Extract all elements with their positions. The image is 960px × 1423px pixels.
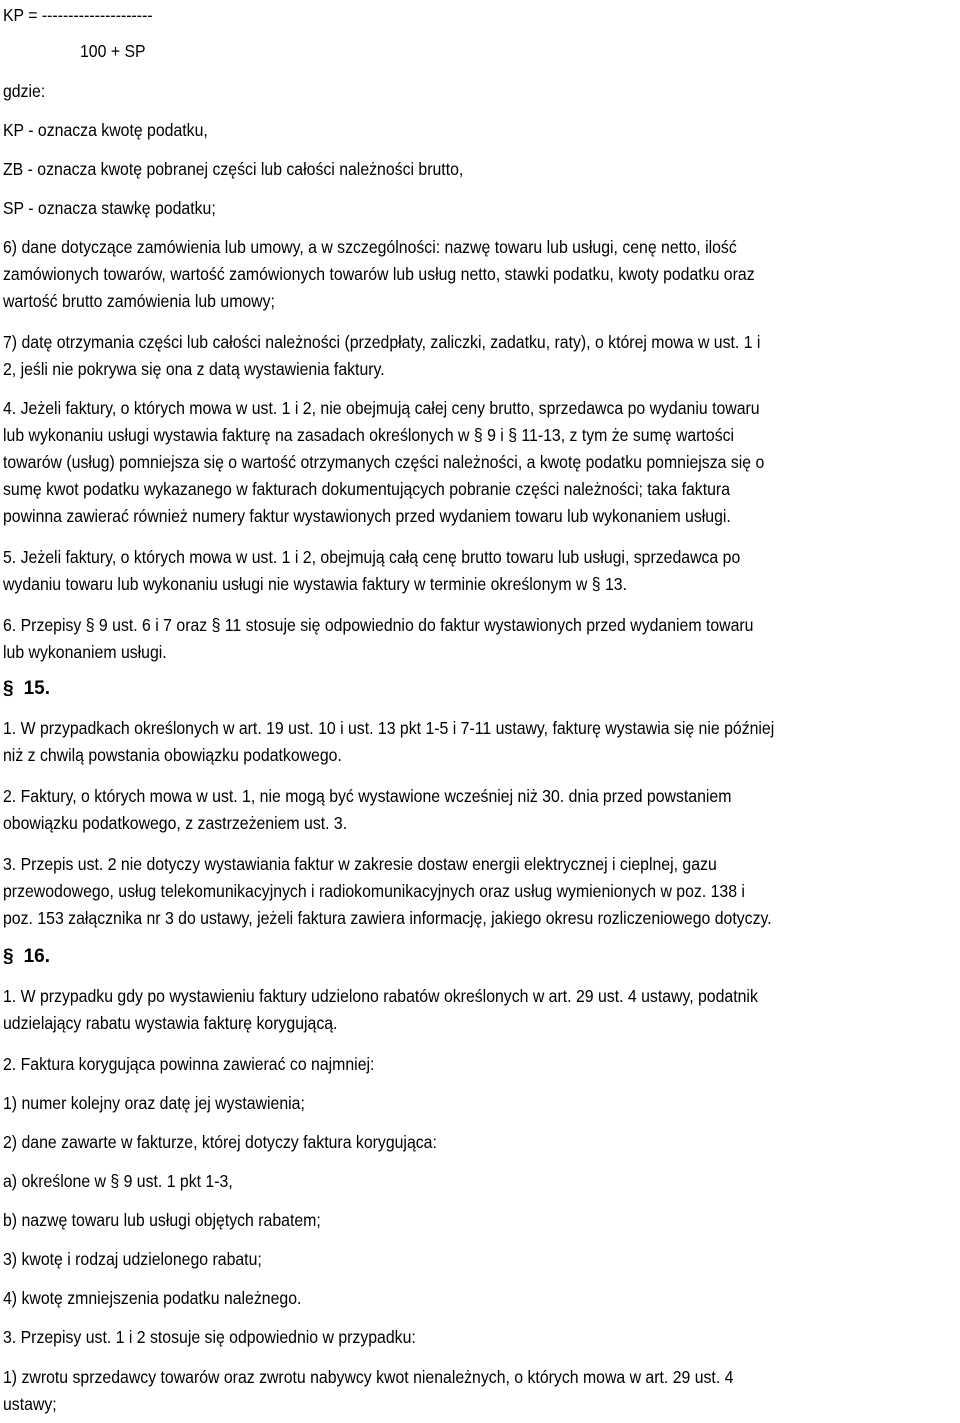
text-line: lub wykonaniu usługi wystawia fakturę na zasadach określonych w § 9 i § 11-13, z tym że sumę wartości [3,425,735,445]
text-line: 1. W przypadkach określonych w art. 19 ust. 10 i ust. 13 pkt 1-5 i 7-11 ustawy, fakturę wystawia się nie później [3,718,775,738]
text-line: niż z chwilą powstania obowiązku podatkowego. [3,745,342,765]
text-line: 4) kwotę zmniejszenia podatku należnego. [3,1288,302,1308]
text-line: gdzie: [3,81,46,101]
text-line: 3. Przepisy ust. 1 i 2 stosuje się odpowiednio w przypadku: [3,1327,416,1347]
text-line: 4. Jeżeli faktury, o których mowa w ust. 1 i 2, nie obejmują całej ceny brutto, sprzedawca po wydaniu towaru [3,398,760,418]
section-symbol: § [3,678,14,699]
section-heading [3,678,50,700]
text-line: wydaniu towaru lub wykonaniu usługi nie wystawia faktury w terminie określonym w § 13. [3,574,627,594]
text-line: 3. Przepis ust. 2 nie dotyczy wystawiania faktur w zakresie dostaw energii elektrycznej i cieplnej, gazu [3,854,717,874]
text-line: towarów (usług) pomniejsza się o wartość otrzymanych części należności, a kwotę podatku pomniejsza się o [3,452,765,472]
formula-line: KP = --------------------- [3,5,153,25]
text-line: 7) datę otrzymania części lub całości należności (przedpłaty, zaliczki, zadatku, raty), o której mowa w ust. 1 i [3,332,761,352]
text-line: 2. Faktury, o których mowa w ust. 1, nie mogą być wystawione wcześniej niż 30. dnia przed powstaniem [3,786,732,806]
text-line: SP - oznacza stawkę podatku; [3,198,216,218]
text-line: zamówionych towarów, wartość zamówionych towarów lub usług netto, stawki podatku, kwoty podatku oraz [3,264,755,284]
text-line: 2, jeśli nie pokrywa się ona z datą wystawienia faktury. [3,359,385,379]
text-line: 5. Jeżeli faktury, o których mowa w ust. 1 i 2, obejmują całą cenę brutto towaru lub usługi, sprzedawca po [3,547,741,567]
text-line: KP - oznacza kwotę podatku, [3,120,208,140]
text-line: obowiązku podatkowego, z zastrzeżeniem ust. 3. [3,813,348,833]
section-symbol: § [3,946,14,967]
section-number: 15. [23,678,50,699]
text-line: wartość brutto zamówienia lub umowy; [3,291,275,311]
text-line: lub wykonaniem usługi. [3,642,167,662]
section-number: 16. [23,946,50,967]
text-line: poz. 153 załącznika nr 3 do ustawy, jeżeli faktura zawiera informację, jakiego okresu rozliczeniowego dotyczy. [3,908,772,928]
text-line: ZB - oznacza kwotę pobranej części lub całości należności brutto, [3,159,464,179]
text-line: a) określone w § 9 ust. 1 pkt 1-3, [3,1171,233,1191]
text-line: b) nazwę towaru lub usługi objętych rabatem; [3,1210,321,1230]
text-line: powinna zawierać również numery faktur wystawionych przed wydaniem towaru lub wykonaniem usługi. [3,506,731,526]
text-line: 1) numer kolejny oraz datę jej wystawienia; [3,1093,305,1113]
text-line: 6. Przepisy § 9 ust. 6 i 7 oraz § 11 stosuje się odpowiednio do faktur wystawionych przed wydaniem towaru [3,615,754,635]
text-line: 2. Faktura korygująca powinna zawierać co najmniej: [3,1054,375,1074]
text-line: przewodowego, usług telekomunikacyjnych i radiokomunikacyjnych oraz usług wymienionych w poz. 138 i [3,881,745,901]
formula-denominator: 100 + SP [80,41,146,61]
text-line: 3) kwotę i rodzaj udzielonego rabatu; [3,1249,262,1269]
text-line: 2) dane zawarte w fakturze, której dotyczy faktura korygująca: [3,1132,437,1152]
section-heading [3,946,50,968]
text-line: 1) zwrotu sprzedawcy towarów oraz zwrotu nabywcy kwot nienależnych, o których mowa w art. 29 ust. 4 [3,1367,734,1387]
text-line: 1. W przypadku gdy po wystawieniu faktury udzielono rabatów określonych w art. 29 ust. 4 ustawy, podatnik [3,986,758,1006]
text-line: udzielający rabatu wystawia fakturę korygującą. [3,1013,338,1033]
text-line: sumę kwot podatku wykazanego w fakturach dokumentujących pobranie części należności; taka faktura [3,479,731,499]
text-line: ustawy; [3,1394,57,1414]
text-line: 6) dane dotyczące zamówienia lub umowy, a w szczególności: nazwę towaru lub usługi, cenę netto, ilość [3,237,737,257]
